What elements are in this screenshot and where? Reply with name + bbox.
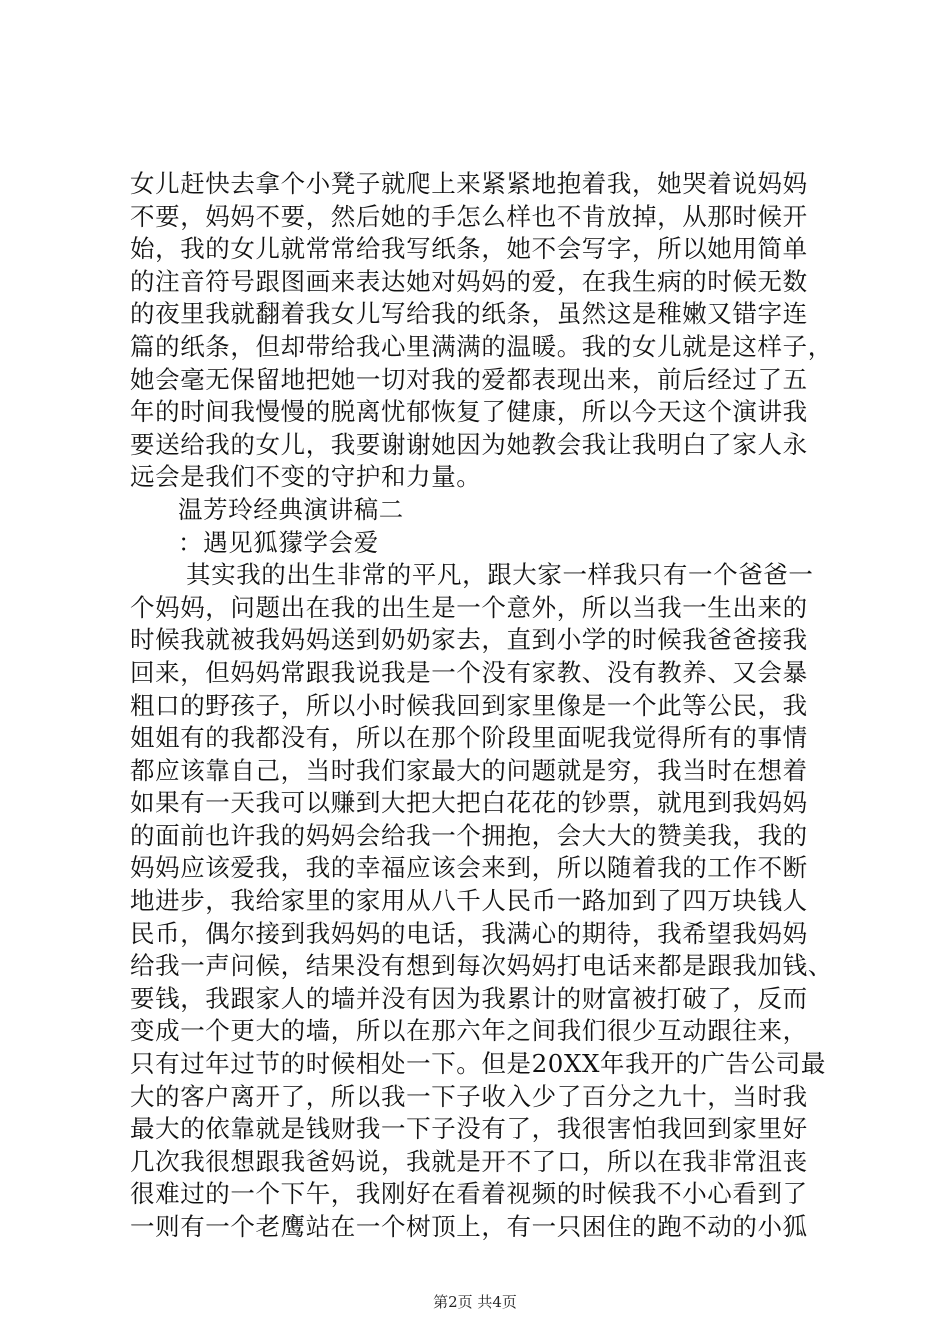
paragraph-first-line: 其实我的出生非常的平凡，跟大家一样我只有一个爸爸一 xyxy=(186,560,814,590)
text-line: 始，我的女儿就常常给我写纸条，她不会写字，所以她用简单 xyxy=(130,234,808,264)
page-footer xyxy=(0,1292,950,1312)
text-line: 姐姐有的我都没有，所以在那个阶段里面呢我觉得所有的事情 xyxy=(130,723,808,753)
text-line: 变成一个更大的墙，所以在那六年之间我们很少互动跟往来， xyxy=(130,1016,808,1046)
text-line: 地进步，我给家里的家用从八千人民币一路加到了四万块钱人 xyxy=(130,886,808,916)
text-line: 要钱，我跟家人的墙并没有因为我累计的财富被打破了，反而 xyxy=(130,983,808,1013)
document-body xyxy=(130,168,833,1244)
text-line: 的面前也许我的妈妈会给我一个拥抱，会大大的赞美我，我的 xyxy=(130,820,808,850)
text-line: 民币，偶尔接到我妈妈的电话，我满心的期待，我希望我妈妈 xyxy=(130,918,808,948)
text-line: 的夜里我就翻着我女儿写给我的纸条，虽然这是稚嫩又错字连 xyxy=(130,299,808,329)
text-line: 只有过年过节的时候相处一下。但是20XX年我开的广告公司最 xyxy=(130,1049,826,1079)
text-line: 回来，但妈妈常跟我说我是一个没有家教、没有教养、又会暴 xyxy=(130,657,808,687)
text-line: 一则有一个老鹰站在一个树顶上，有一只困住的跑不动的小狐 xyxy=(130,1212,808,1241)
text-line: 篇的纸条，但却带给我心里满满的温暖。我的女儿就是这样子， xyxy=(130,331,833,361)
text-line: 的注音符号跟图画来表达她对妈妈的爱，在我生病的时候无数 xyxy=(130,266,808,296)
text-line: 时候我就被我妈妈送到奶奶家去，直到小学的时候我爸爸接我 xyxy=(130,625,808,655)
text-line: 给我一声问候，结果没有想到每次妈妈打电话来都是跟我加钱、 xyxy=(130,951,833,981)
text-line: 不要，妈妈不要，然后她的手怎么样也不肯放掉，从那时候开 xyxy=(130,201,808,231)
page-number: 第2页 共4页 xyxy=(433,1293,517,1311)
section-heading: 温芳玲经典演讲稿二 xyxy=(178,494,404,524)
text-line: 女儿赶快去拿个小凳子就爬上来紧紧地抱着我，她哭着说妈妈 xyxy=(130,169,808,198)
text-line: 最大的依靠就是钱财我一下子没有了，我很害怕我回到家里好 xyxy=(130,1114,808,1144)
text-line: 很难过的一个下午，我刚好在看着视频的时候我不小心看到了 xyxy=(130,1179,808,1209)
text-line: 个妈妈，问题出在我的出生是一个意外，所以当我一生出来的 xyxy=(130,592,808,622)
text-line: 要送给我的女儿，我要谢谢她因为她教会我让我明白了家人永 xyxy=(130,429,808,459)
text-line: 妈妈应该爱我，我的幸福应该会来到，所以随着我的工作不断 xyxy=(130,853,808,883)
text-line: 几次我很想跟我爸妈说，我就是开不了口，所以在我非常沮丧 xyxy=(130,1146,808,1176)
section-subheading: ：遇见狐獴学会爱 xyxy=(178,527,379,557)
text-line: 远会是我们不变的守护和力量。 xyxy=(130,462,482,492)
text-line: 如果有一天我可以赚到大把大把白花花的钞票，就甩到我妈妈 xyxy=(130,788,808,818)
text-line: 都应该靠自己，当时我们家最大的问题就是穷，我当时在想着 xyxy=(130,755,808,785)
text-line: 她会毫无保留地把她一切对我的爱都表现出来，前后经过了五 xyxy=(130,364,808,394)
text-line: 粗口的野孩子，所以小时候我回到家里像是一个此等公民，我 xyxy=(130,690,808,720)
text-line: 大的客户离开了，所以我一下子收入少了百分之九十，当时我 xyxy=(130,1081,808,1111)
text-line: 年的时间我慢慢的脱离忧郁恢复了健康，所以今天这个演讲我 xyxy=(130,397,808,427)
